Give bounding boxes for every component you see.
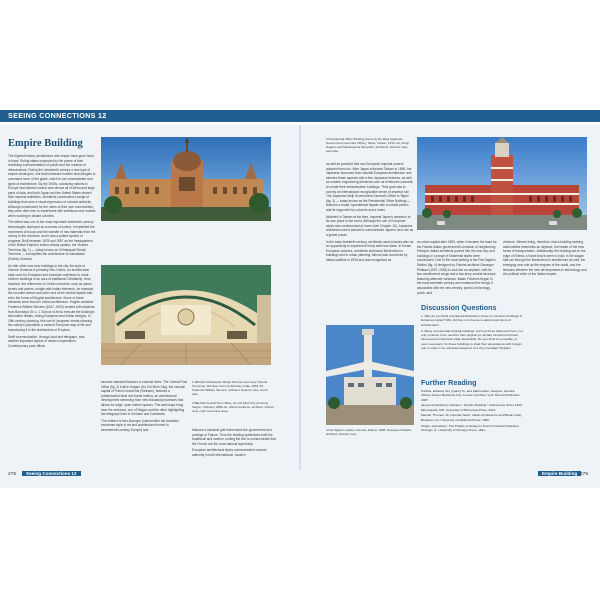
list-item: James-Chakraborty, Kathleen. "Empire Building." Architecture Since 1400. Minneapolis, MN: University of Minnesota Press, 2014. [421,403,523,412]
caption-fig4: 4 Fiat Tagliero station, Asmara, Eritrea, 1938, Giuseppe Pettazzi, architect. Exterior view. [326,428,412,436]
photo-victoria-terminus [101,137,271,221]
list-item: 2. Many monumental colonial buildings, such as those discussed here, not only continue to be used for their original (or similar) functions but have also become important urban landmarks. Do you think it is possible, or even necessary, for these buildings to shed their associations with foreign rule in order to be celebrated aspects of a city's heritage? Explain. [421,328,523,351]
list-item: Carlisle, Edward, Sel, Quang Tu, and Sahrreuther, Jacques. Asmara: Africa's Secret Modernist City. London and New York: Merrell Publishers, 2007. [421,389,521,402]
text-column-5 [417,240,497,300]
paragraph: features a classical grid that evokes the government and prestige of France. Thus the building symbolizes both the traditional and modern, uniting the two to communicate that the French are the most rational superiority. [192,428,276,446]
paragraph: Modeled in Taiwan at the time, Imperial Japan's assertion of its own place in the world. Although the use of European styles was controversial at home (see Chapter 14), Japanese architects used it abroad to communicate Japan's new role as a global power. [326,214,414,237]
text-column-2 [101,380,187,470]
left-page-number: 278 [8,472,17,477]
photo-saigon-post-office [101,265,271,365]
paragraph: As with other new civic buildings in the city, the style of Victoria Terminus is primarily Neo-Gothic, an architectural style used for European and American architects to cloak modern buildings in an aura of traditional Christianity. Here, however, the references to Gothic churches, such as spires, turrets and arches, mingle with Indian elements, for example the rounded domes and other end of the central façade that echo the forms of Mughal architecture. Some of these elements were found in Indian architecture. English architect Frederick William Stevens (1847–1900) worked with students from Bombay's Sir J. J. School of Art to execute the building's decorative details, mixing European and Indian designs. In 19th-century planning, this sort of 'progress' meant showing the colony's population a modern European way of life and reproducing it in the architecture of Empires. [8,263,95,332]
paragraph: In the early twentieth century, architects used colonies also as an opportunity to experiment freely with new ideas. In former European colonies, architects embraced Modernism in buildings and in urban planning. Almost was conceived by Italian soldiers in 1935 and was recognized as [326,239,414,262]
right-page-number: 279 [580,472,589,477]
left-running-footer: Seeing Connections 12 [22,471,81,476]
paragraph: became standard features in colonial cities. The Central Post Office (fig. 2) built in Saigon (Ho Chi Minh City), the colonial capital of French Indochina (Vietnam), features a prefabricated steel iron frame interior, an architectural development stemming from new industrial processes that allows for large, open interior spaces. The wall maps hung near the entrance, one of Saigon and the other highlighting the telegraph lines in Vietnam and Cambodia. [101,380,187,417]
list-item: 1. Why do you think colonial administrators chose to construct buildings in European styles? Why did they not choose to adopt local forms of architecture? [421,314,523,327]
discussion-questions-title: Discussion Questions [421,303,497,312]
caption-fig3: 3 Presidential Office Building (formerly the Meiji Japanese Government-General's Office), Taipei, Taiwan, 1912–19, Uheiji Nagano and Mastsuyama Moriyoshi, architects. Exterior view, east side. [326,137,409,153]
text-column-1 [8,154,96,468]
discussion-questions-list [421,314,523,352]
paragraph: European architectural styles communicated colonial authority in both international, modern [192,448,267,457]
caption-fig1: 1 ABOVE Chhatrapati Shivaji Terminus (formerly Victoria Terminus), Mumbai, formerly Bombay, India, 1878–87, Frederick William Stevens, architect. Exterior view, south side. [192,380,268,396]
text-column-4 [326,162,414,320]
right-running-footer: Empire Building [538,471,581,476]
text-column-3 [192,428,276,468]
list-item: Metcalf, Thomas. An Imperial Vision: Indian Architecture and Britain's Raj. Berkeley, CA: University of California Press, 1989. [421,413,522,422]
paragraph: as well as powerful that non-European imperial powers adopted them too. After Japan colonized Taiwan in 1895, the Japanese borrowed from colonial European architecture and blended those aspects with a few Japanese features, as well as modern engineering elements such as reinforced concrete, to create their administrative buildings. Their goal was to convey an international recognizable sense of imperial rule. The Japanese-Meiji Government-General's Office in Taipei (fig. 3) — today known as the Presidential Office Building — features a broad, symmetrical façade with a central portico and its supported by columns and a tower. [326,162,414,212]
photo-fiat-tagliero [326,325,414,425]
paragraph: Swift communication, through post and telegraph, was another important aspect of modern imperialism. Contemporary post offices [8,334,85,348]
paragraph: The exterior is Neo-Baroque (named after the dramatic, exuberant style of art and architecture formed in seventeenth-century Europe) and [101,418,180,432]
running-header-title: SEEING CONNECTIONS 12 [8,111,107,120]
text-column-6 [503,240,589,300]
paragraph: The highest history, architecture and empire have gone hand in hand. Ruling states expanded by the power of their rebuilding a demonstration of power and the creation of infrastructure. During the nineteenth century a new type of empire developed, one that increased modern technologies to command more of the globe, which in turn necessitated new types of architecture. By the 1900s, colonizing nations in Europe had claimed control over almost all of Africa and large parts of Asia, and both Japan and the United States shared their imperial ambitions. Architects constructed a range of buildings that were a visual expression of colonial authority. Although constructed for the rulers of their own communities, they were often free to experiment with ambitious new models when working in distant colonies. [8,154,96,218]
photo-presidential-office [417,137,587,230]
caption-fig2: 2 BELOW Central Post Office, Ho Chi Minh City (formerly Saigon, Vietnam) 1886–91, Alfred Foulhoux, architect. Interior view, main concourse area. [192,401,274,413]
paragraph: violence. Stream lining, therefore, that a building seeking automobiles resembles an airplane, the leader of the new forms of transportation. Additionally, the building sat on the edge of Eritrea, a future that is seen to hold, in the slogan that ran through the Modernism in architecture as well, the emerging new role as the engines of the world, and the tensions between the new developments in technology and the political order of the Italian empire. [503,240,587,277]
further-reading-list [421,389,523,434]
paragraph: an urban capital after 1890, when it became the base for the Fascist Italian government's invasion of neighboring Ethiopia. Italian architects poured into the new city, and buildings in a range of Modernist styles were constructed. One of the most striking is the Fiat Tagliero Station (fig. 4) designed by Futurist architect Giuseppe Pettazzi (1907–1963) to look like an airplane, with its two cantilevered wings and a two-story central structure featuring alternate windows. Italian Futurism began in the early twentieth century and embraced the things it associated with the new century: speed, technology, youth, and [417,240,497,295]
section-title: Empire Building [8,138,83,149]
list-item: Wright, Gwendolyn. The Politics of Design in French Colonial Urbanism. Chicago, IL: University of Chicago Press, 1991. [421,423,520,432]
paragraph: The tallest was one of the most important nineteenth-century technologies deployed as a means of control. It expedited the movement of troops and the transfer of raw materials from the colony to the colonizer, and it was a potent symbol of progress. Built between 1878 and 1887 as the headquarters of the British Empire's Indian railway system, the Victoria Terminus (fig. 1) — today known as Chhatrapati Shivaji Terminus — exemplifies the architecture of colonialism (Gothic) Mumbai. [8,220,96,262]
further-reading-title: Further Reading [421,378,477,387]
page-gutter [299,125,301,470]
